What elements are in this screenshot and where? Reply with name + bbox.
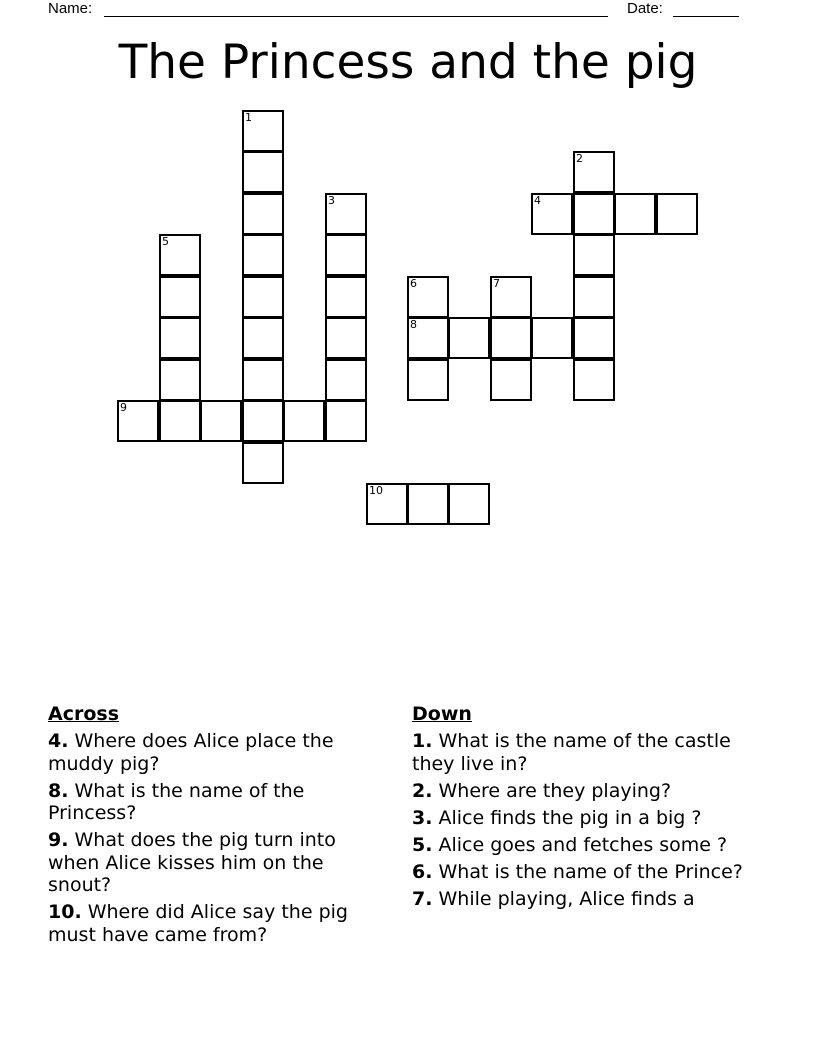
clue-number: 8 xyxy=(410,318,417,331)
clue-number: 2 xyxy=(576,152,583,165)
clue-item xyxy=(412,730,752,775)
crossword-cell[interactable] xyxy=(159,400,201,442)
clue-number: 8. xyxy=(48,779,69,802)
clue-text: Where are they playing? xyxy=(438,779,672,802)
crossword-cell[interactable] xyxy=(490,317,532,359)
clue-number: 3. xyxy=(412,806,433,829)
clue-number: 7 xyxy=(493,277,500,290)
crossword-cell[interactable] xyxy=(407,276,449,318)
crossword-cell[interactable] xyxy=(159,317,201,359)
crossword-cell[interactable] xyxy=(325,193,367,235)
down-clues xyxy=(412,703,752,915)
clue-number: 1 xyxy=(245,111,252,124)
clue-item xyxy=(48,829,388,897)
crossword-cell[interactable] xyxy=(325,317,367,359)
crossword-cell[interactable] xyxy=(407,317,449,359)
across-heading: Across xyxy=(48,703,120,725)
crossword-cell[interactable] xyxy=(366,483,408,525)
crossword-cell[interactable] xyxy=(448,317,490,359)
crossword-cell[interactable] xyxy=(656,193,698,235)
crossword-cell[interactable] xyxy=(573,359,615,401)
clue-text: While playing, Alice finds a xyxy=(438,887,695,910)
clue-number: 4 xyxy=(534,194,541,207)
crossword-cell[interactable] xyxy=(242,442,284,484)
crossword-cell[interactable] xyxy=(159,359,201,401)
clue-number: 5 xyxy=(162,235,169,248)
clue-text: What is the name of the Princess? xyxy=(48,779,305,824)
clue-item xyxy=(412,807,752,830)
crossword-cell[interactable] xyxy=(159,276,201,318)
crossword-cell[interactable] xyxy=(490,359,532,401)
clue-text: What is the name of the Prince? xyxy=(438,860,743,883)
crossword-cell[interactable] xyxy=(407,483,449,525)
clue-text: What does the pig turn into when Alice kisses him on the snout? xyxy=(48,829,336,896)
crossword-cell[interactable] xyxy=(531,317,573,359)
clue-text: What is the name of the castle they live in? xyxy=(412,730,731,775)
crossword-cell[interactable] xyxy=(407,359,449,401)
clue-number: 2. xyxy=(412,779,433,802)
clue-item xyxy=(412,861,752,884)
page-title: The Princess and the pig xyxy=(118,35,698,90)
crossword-cell[interactable] xyxy=(242,110,284,152)
clue-number: 6. xyxy=(412,860,433,883)
clue-number: 6 xyxy=(410,277,417,290)
clue-text: Where did Alice say the pig must have came from? xyxy=(48,901,348,946)
crossword-cell[interactable] xyxy=(242,317,284,359)
crossword-cell[interactable] xyxy=(325,234,367,276)
clue-number: 9. xyxy=(48,829,69,851)
down-heading: Down xyxy=(412,703,472,725)
crossword-cell[interactable] xyxy=(573,193,615,235)
clue-text: Alice goes and fetches some ? xyxy=(438,833,728,856)
crossword-cell[interactable] xyxy=(242,193,284,235)
clue-number: 10 xyxy=(369,484,383,497)
clue-item xyxy=(412,888,752,911)
crossword-cell[interactable] xyxy=(573,317,615,359)
crossword-cell[interactable] xyxy=(242,400,284,442)
crossword-cell[interactable] xyxy=(325,276,367,318)
clue-item xyxy=(412,780,752,803)
clue-number: 7. xyxy=(412,887,433,910)
clue-item xyxy=(48,901,388,946)
clue-number: 3 xyxy=(328,194,335,207)
crossword-cell[interactable] xyxy=(490,276,532,318)
crossword-cell[interactable] xyxy=(573,276,615,318)
crossword-cell[interactable] xyxy=(573,151,615,193)
clue-number: 9 xyxy=(120,401,127,414)
crossword-cell[interactable] xyxy=(325,400,367,442)
date-label: Date: xyxy=(627,0,663,17)
crossword-cell[interactable] xyxy=(242,151,284,193)
clue-text: Where does Alice place the muddy pig? xyxy=(48,730,334,775)
crossword-cell[interactable] xyxy=(614,193,656,235)
clue-number: 5. xyxy=(412,833,433,856)
clue-number: 10. xyxy=(48,901,82,923)
name-label: Name: xyxy=(48,0,93,17)
crossword-cell[interactable] xyxy=(117,400,159,442)
crossword-cell[interactable] xyxy=(283,400,325,442)
clue-item xyxy=(412,834,752,857)
crossword-cell[interactable] xyxy=(325,359,367,401)
crossword-cell[interactable] xyxy=(448,483,490,525)
crossword-cell[interactable] xyxy=(242,359,284,401)
clue-item xyxy=(48,730,388,775)
crossword-cell[interactable] xyxy=(531,193,573,235)
clue-number: 1. xyxy=(412,730,433,752)
crossword-cell[interactable] xyxy=(159,234,201,276)
crossword-cell[interactable] xyxy=(242,276,284,318)
across-clues xyxy=(48,703,388,951)
clue-item xyxy=(48,780,388,825)
crossword-cell[interactable] xyxy=(242,234,284,276)
crossword-cell[interactable] xyxy=(573,234,615,276)
clue-number: 4. xyxy=(48,730,69,752)
crossword-cell[interactable] xyxy=(200,400,242,442)
clue-text: Alice finds the pig in a big ? xyxy=(438,806,702,829)
